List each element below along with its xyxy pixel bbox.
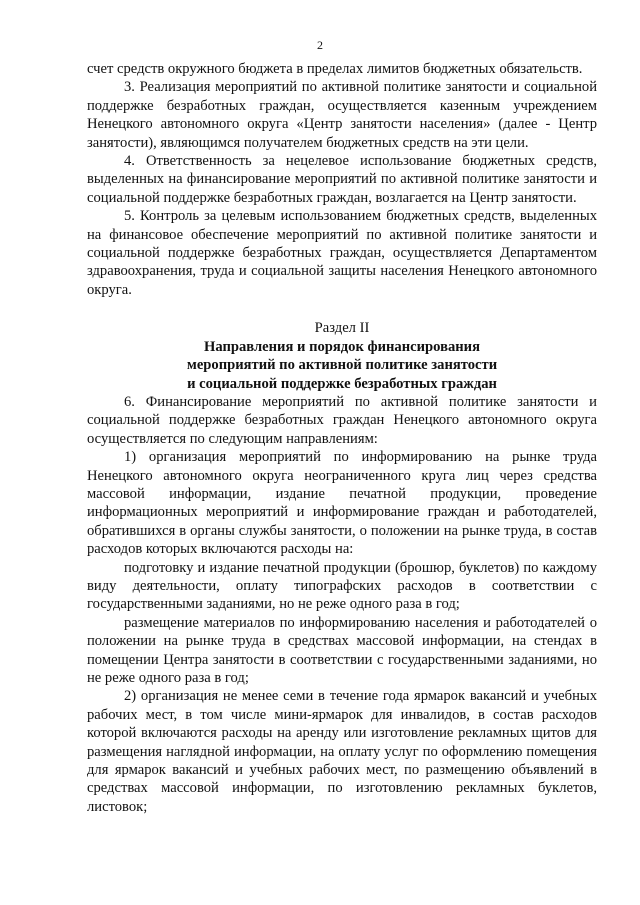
paragraph-3: 3. Реализация мероприятий по активной политике занятости и социальной поддержке безработных граждан, осуществляется казенным учреждением Ненецкого автономного округа «Центр занятости населения» (далее - Центр занятости), являющимся получателем бюджетных средств на эти цели. bbox=[87, 79, 597, 151]
paragraph-6-item-1-sub-a: подготовку и издание печатной продукции (брошюр, буклетов) по каждому виду деятельности, оплату типографских расходов в соответствии с государственными заданиями, но не реже одного раза в год; bbox=[87, 559, 597, 613]
paragraph-budget-continuation: счет средств окружного бюджета в пределах лимитов бюджетных обязательств. bbox=[87, 61, 583, 77]
paragraph-4: 4. Ответственность за нецелевое использование бюджетных средств, выделенных на финансирование мероприятий по активной политике занятости и социальной поддержке безработных граждан, возлагается на Центр занятости. bbox=[87, 153, 597, 206]
section-heading bbox=[87, 319, 597, 393]
page-number: 2 bbox=[317, 38, 323, 52]
section-title-line-3: и социальной поддержке безработных граждан bbox=[187, 375, 497, 392]
paragraph-6-item-1-sub-b: размещение материалов по информированию населения и работодателей о положении на рынке труда в средствах массовой информации, на стендах в помещении Центра занятости в соответствии с государственными заданиями, но не реже одного раза в год; bbox=[87, 614, 597, 686]
paragraph-6-item-1: 1) организация мероприятий по информированию на рынке труда Ненецкого автономного округа неограниченного круга лиц через средства массовой информации, издание печатной продукции, проведение информационных мероприятий и информирование граждан и работодателей, обратившихся в органы службы занятости, о положении на рынке труда, в состав расходов которых включаются расходы на: bbox=[87, 449, 597, 558]
document-body bbox=[87, 60, 597, 816]
section-title-line-1: Направления и порядок финансирования bbox=[204, 338, 480, 355]
paragraph-6: 6. Финансирование мероприятий по активной политике занятости и социальной поддержке безработных граждан Ненецкого автономного округа осуществляется по следующим направлениям: bbox=[87, 393, 597, 447]
section-number: Раздел II bbox=[314, 320, 370, 337]
paragraph-6-item-2: 2) организация не менее семи в течение года ярмарок вакансий и учебных рабочих мест, в том числе мини-ярмарок для инвалидов, в состав расходов которой включаются расходы на аренду или изготовление рекламных щитов для размещения наглядной информации, на оплату услуг по оформлению помещения для ярмарок вакансий и учебных рабочих мест, по размещению объявлений в средствах массовой информации, по изготовлению рекламных буклетов, листовок; bbox=[87, 688, 597, 815]
section-title-line-2: мероприятий по активной политике занятости bbox=[186, 357, 498, 374]
paragraph-5: 5. Контроль за целевым использованием бюджетных средств, выделенных на финансовое обеспечение мероприятий по активной политике занятости и социальной поддержке безработных граждан, осуществляется Департаментом здравоохранения, труда и социальной защиты населения Ненецкого автономного округа. bbox=[87, 208, 597, 298]
